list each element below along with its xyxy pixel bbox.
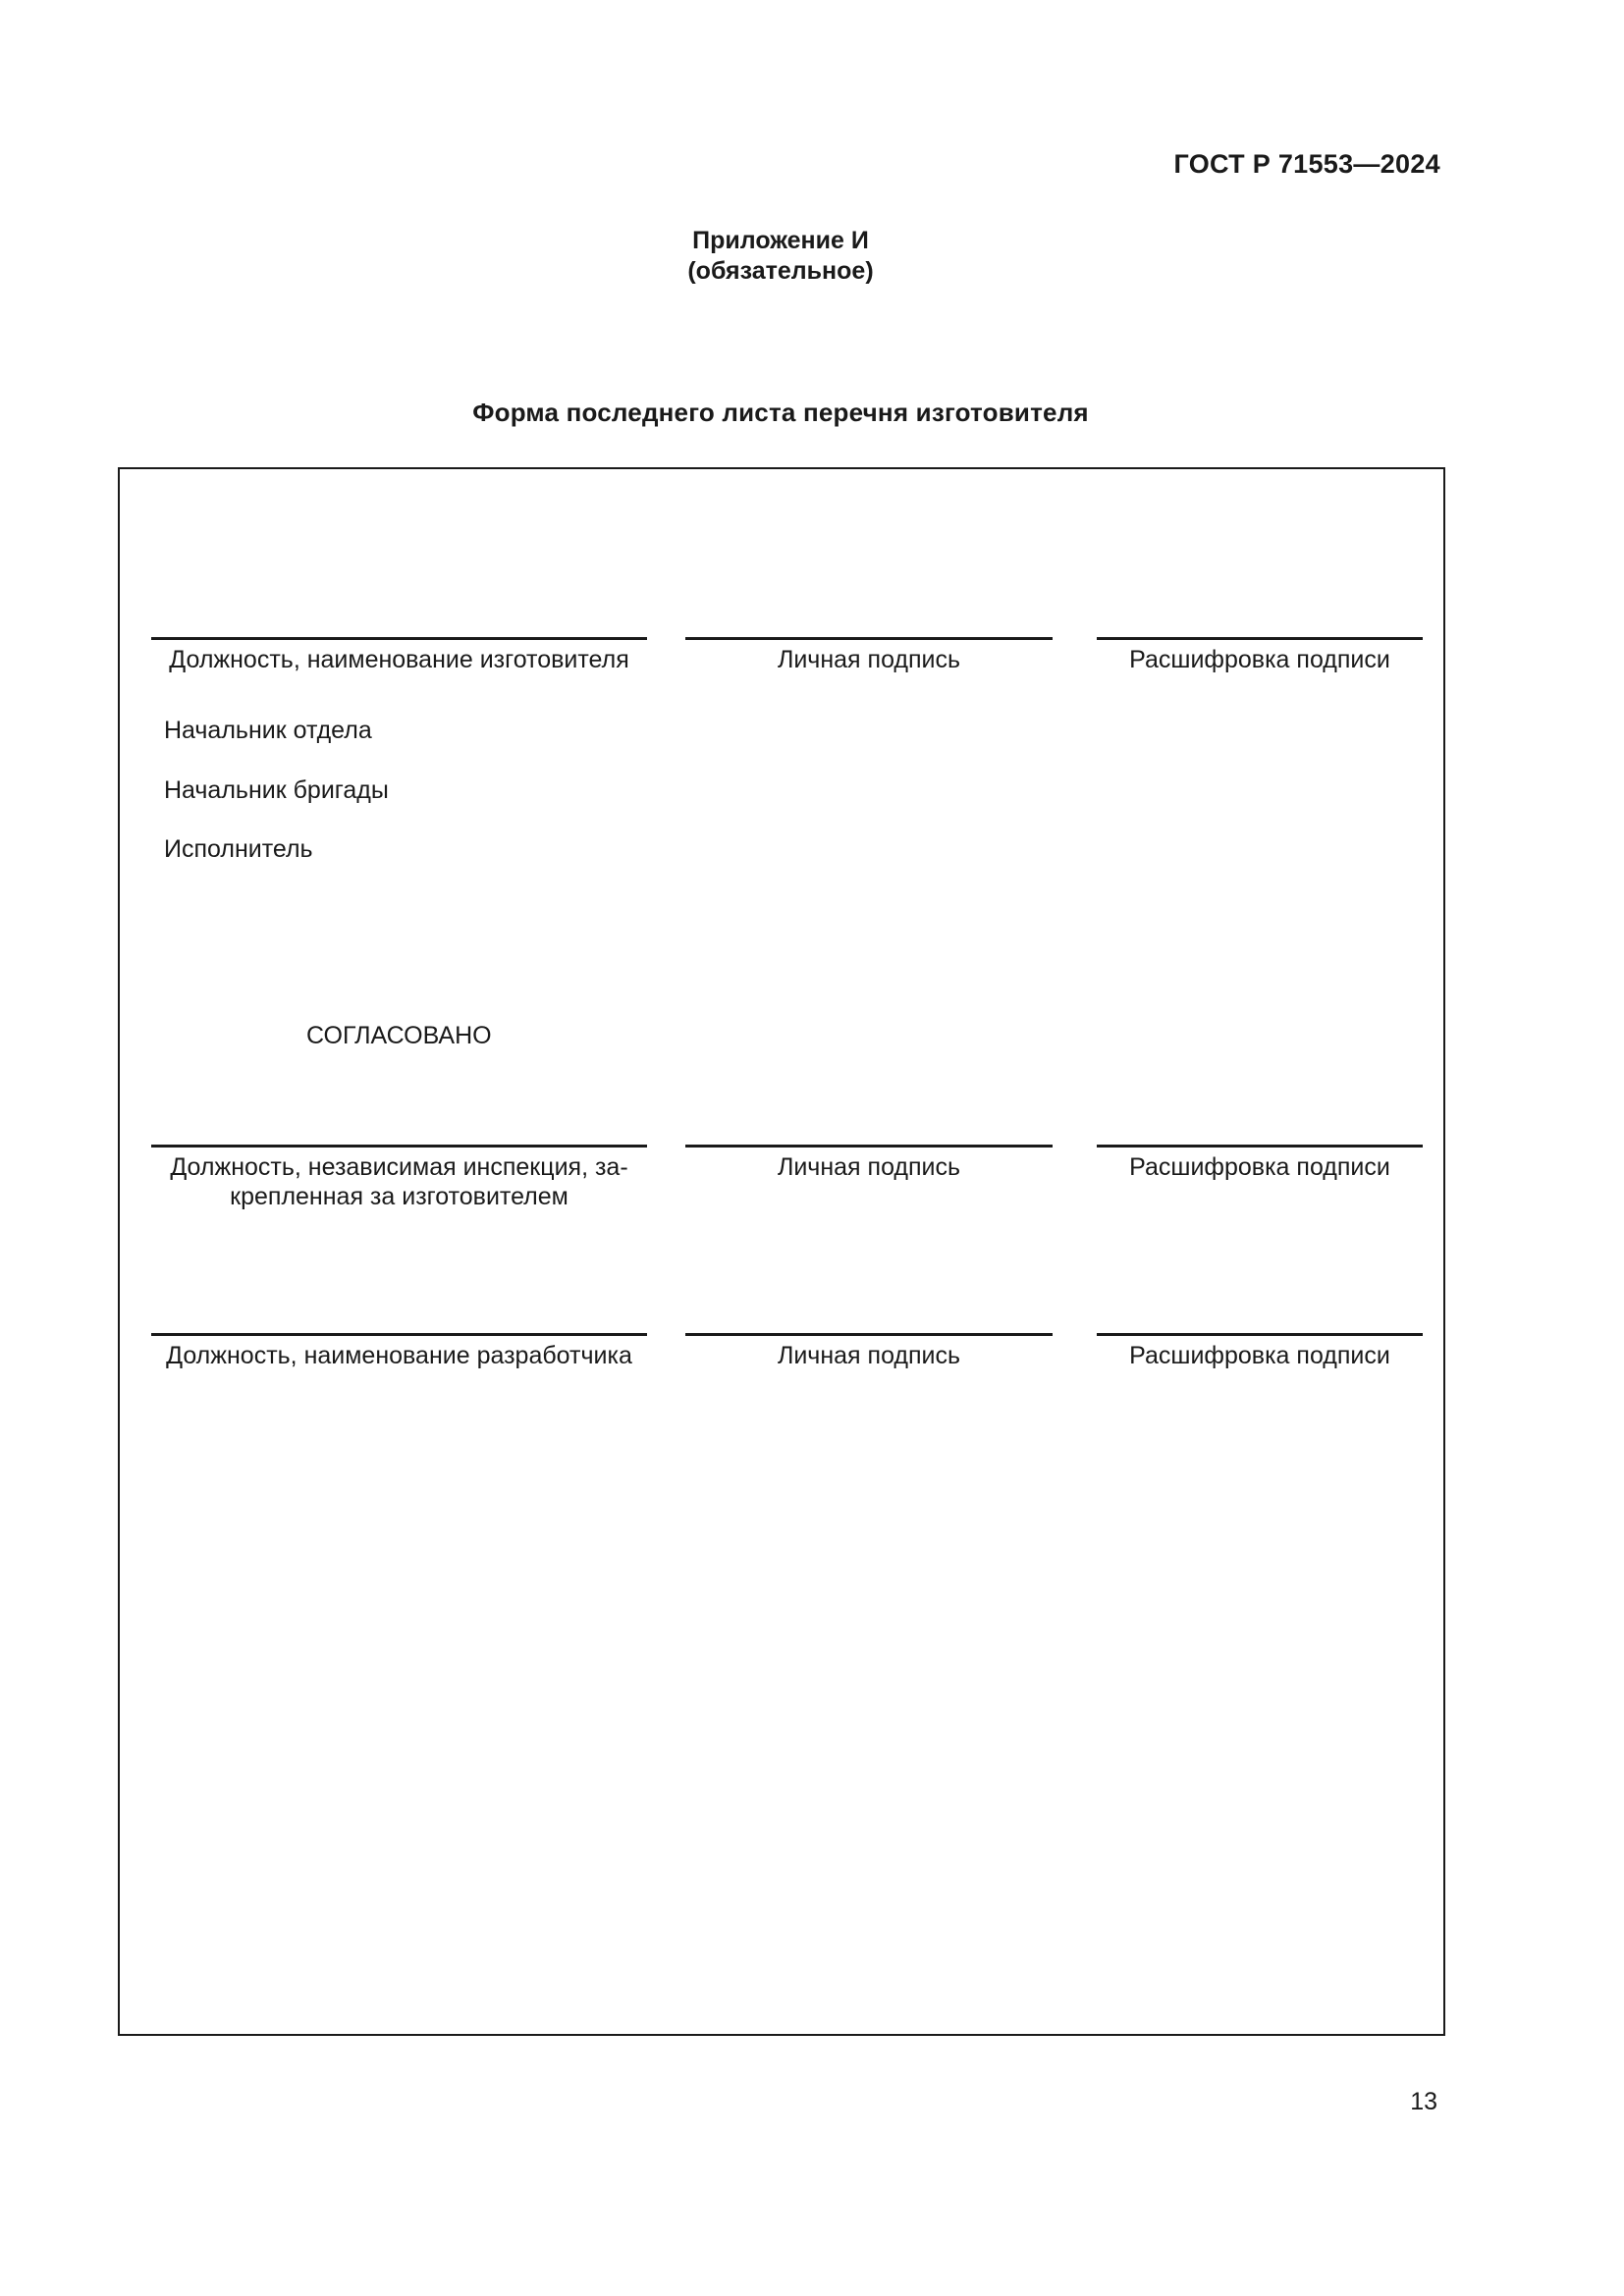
role-department-head: Начальник отдела — [164, 717, 372, 744]
role-team-head: Начальник бригады — [164, 776, 389, 804]
inspection-caption-line1: Должность, независимая инспекция, за- — [170, 1153, 628, 1181]
developer-position-caption: Должность, наименование разработчика — [166, 1342, 632, 1369]
appendix-note: (обязательное) — [687, 257, 874, 285]
signature-caption: Личная подпись — [777, 1153, 961, 1181]
form-title: Форма последнего листа перечня изготовителя — [472, 398, 1089, 427]
decoding-caption: Расшифровка подписи — [1129, 1342, 1390, 1369]
appendix-title: Приложение И — [692, 227, 869, 254]
manufacturer-position-caption: Должность, наименование изготовителя — [169, 646, 629, 673]
form-frame — [118, 467, 1445, 2036]
position-line — [151, 1333, 647, 1336]
decoding-line — [1097, 1145, 1423, 1148]
signature-caption: Личная подпись — [777, 646, 961, 673]
decoding-line — [1097, 1333, 1423, 1336]
decoding-caption: Расшифровка подписи — [1129, 646, 1390, 673]
position-line — [151, 637, 647, 640]
page-number: 13 — [1410, 2088, 1437, 2115]
inspection-position-caption — [151, 1152, 647, 1211]
signature-line — [685, 1145, 1053, 1148]
agreed-label: СОГЛАСОВАНО — [306, 1022, 492, 1049]
signature-caption: Личная подпись — [777, 1342, 961, 1369]
position-line — [151, 1145, 647, 1148]
decoding-caption: Расшифровка подписи — [1129, 1153, 1390, 1181]
decoding-line — [1097, 637, 1423, 640]
signature-line — [685, 1333, 1053, 1336]
inspection-caption-line2: крепленная за изготовителем — [230, 1183, 568, 1210]
document-number: ГОСТ Р 71553—2024 — [1173, 149, 1440, 179]
signature-line — [685, 637, 1053, 640]
role-executor: Исполнитель — [164, 835, 313, 863]
